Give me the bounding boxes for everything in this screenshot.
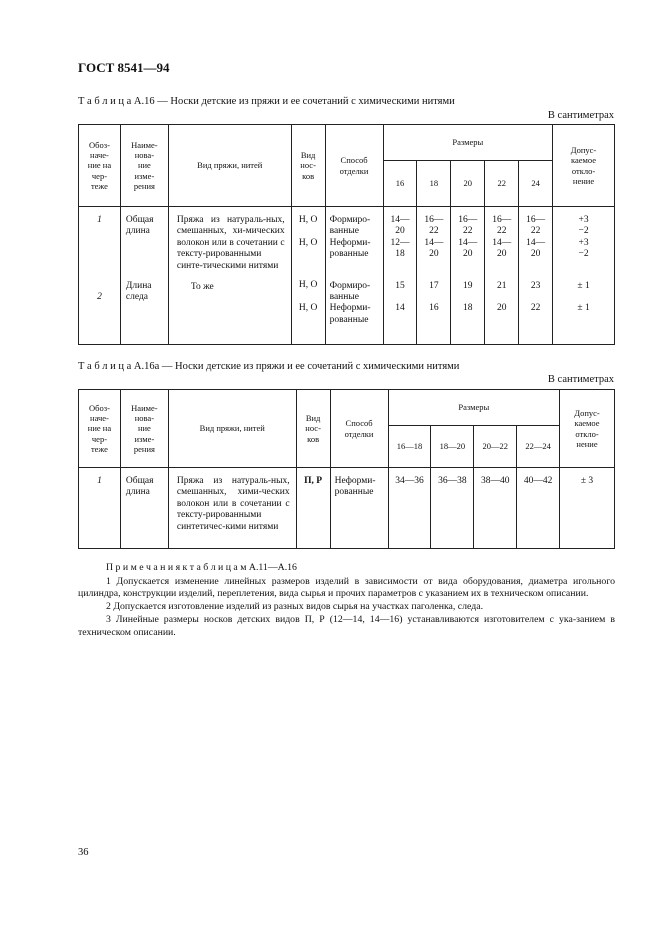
row-finish: Формиро- ванные Неформи- рованные [329,280,371,325]
size-label: 16 [383,161,417,207]
page-number: 36 [78,847,89,858]
header-type: Вид нос- ков [291,125,325,207]
row-designation: 2 [97,292,102,303]
row-measure-name: Длина следа [125,280,152,303]
header-type: Вид нос- ков [296,390,330,468]
row-sock-type: Н, О Н, О [298,215,318,248]
row-finish: Неформи- рованные [334,476,376,498]
header-yarn: Вид пряжи, нитей [168,125,291,207]
header-sizes: Размеры [383,125,553,161]
row-designation: 1 [97,215,102,225]
size-value: 16— 22 14— 20 [526,215,546,260]
size-value: 15 14 [395,280,405,314]
size-value: 16— 22 14— 20 [492,215,512,260]
table-a16a [78,389,615,549]
header-yarn: Вид пряжи, нитей [168,390,296,468]
header-sizes: Размеры [388,390,560,426]
header-name: Наиме- нова- ние изме- рения [120,390,168,468]
table-caption: Т а б л и ц а А.16а — Носки детские из пряжи и ее сочетаний с химическими нитями [78,361,460,372]
size-value: 36—38 [438,476,467,486]
size-label: 22—24 [517,426,560,468]
size-value: 14— 20 12— 18 [390,215,410,260]
notes-title: П р и м е ч а н и я к т а б л и ц а м А.11—А.16 [106,562,297,573]
document-header: ГОСТ 8541—94 [78,60,170,75]
size-value: 16— 22 14— 20 [458,215,478,260]
notes-section [78,562,615,639]
size-value: 40—42 [523,476,553,486]
table-a16 [78,124,615,345]
size-value: 17 16 [429,280,439,314]
row-yarn: Пряжа из натураль-ных, смешанных, хи-мических волокон или в сочетании с тексту-рированными синте-тическими нитями [176,215,285,271]
size-label: 18 [417,161,451,207]
row-tolerance: +3 −2 +3 −2 [578,215,589,260]
size-value: 16— 22 14— 20 [424,215,444,260]
table-unit: В сантиметрах [547,374,614,385]
size-value: 38—40 [480,476,510,486]
size-value: 21 20 [496,280,507,314]
row-tolerance: ± 3 [580,476,594,486]
size-value: 23 22 [530,280,541,314]
header-tolerance: Допус- каемое откло- нение [553,125,615,207]
row-tolerance: ± 1 ± 1 [577,280,590,314]
note-item: 1 Допускается изменение линейных размеров изделий в зависимости от вида оборудования, диаметра игольного цилиндра, конструкции изделий, переплетения, вида сырья и прочих параметров с указанием их в техническом описании. [78,575,615,600]
size-label: 24 [519,161,553,207]
size-value: 34—36 [395,476,424,486]
header-name: Наиме- нова- ние изме- рения [120,125,168,207]
header-designation: Обоз- наче- ние на чер- теже [79,125,121,207]
row-sock-type: Н, О Н, О [298,280,318,313]
size-label: 18—20 [431,426,474,468]
row-finish: Формиро- ванные Неформи- рованные [329,215,371,260]
size-label: 20 [451,161,485,207]
row-measure-name: Общая длина [125,215,154,237]
size-value: 19 18 [463,280,473,314]
header-finish: Способ отделки [325,125,383,207]
table-caption: Т а б л и ц а А.16 — Носки детские из пряжи и ее сочетаний с химическими нитями [78,96,455,107]
header-designation: Обоз- наче- ние на чер- теже [79,390,121,468]
size-label: 22 [485,161,519,207]
row-yarn: То же [190,281,214,292]
row-sock-type: П, Р [304,476,323,486]
size-label: 20—22 [474,426,517,468]
table-unit: В сантиметрах [547,110,614,121]
size-label: 16—18 [388,426,431,468]
note-item: 2 Допускается изготовление изделий из разных видов сырья на участках паголенка, следа. [106,601,484,613]
note-item: 3 Линейные размеры носков детских видов П, Р (12—14, 14—16) устанавливаются изготовителем с ука-занием в техническом описании. [78,613,615,638]
row-measure-name: Общая длина [125,476,154,498]
header-tolerance: Допус- каемое откло- нение [560,390,615,468]
header-finish: Способ отделки [330,390,388,468]
row-designation: 1 [97,476,102,486]
row-yarn: Пряжа из натураль-ных, смешанных, хими-ческих волокон или в сочетании с тексту-рированными синтетичес-кими нитями [176,476,290,532]
